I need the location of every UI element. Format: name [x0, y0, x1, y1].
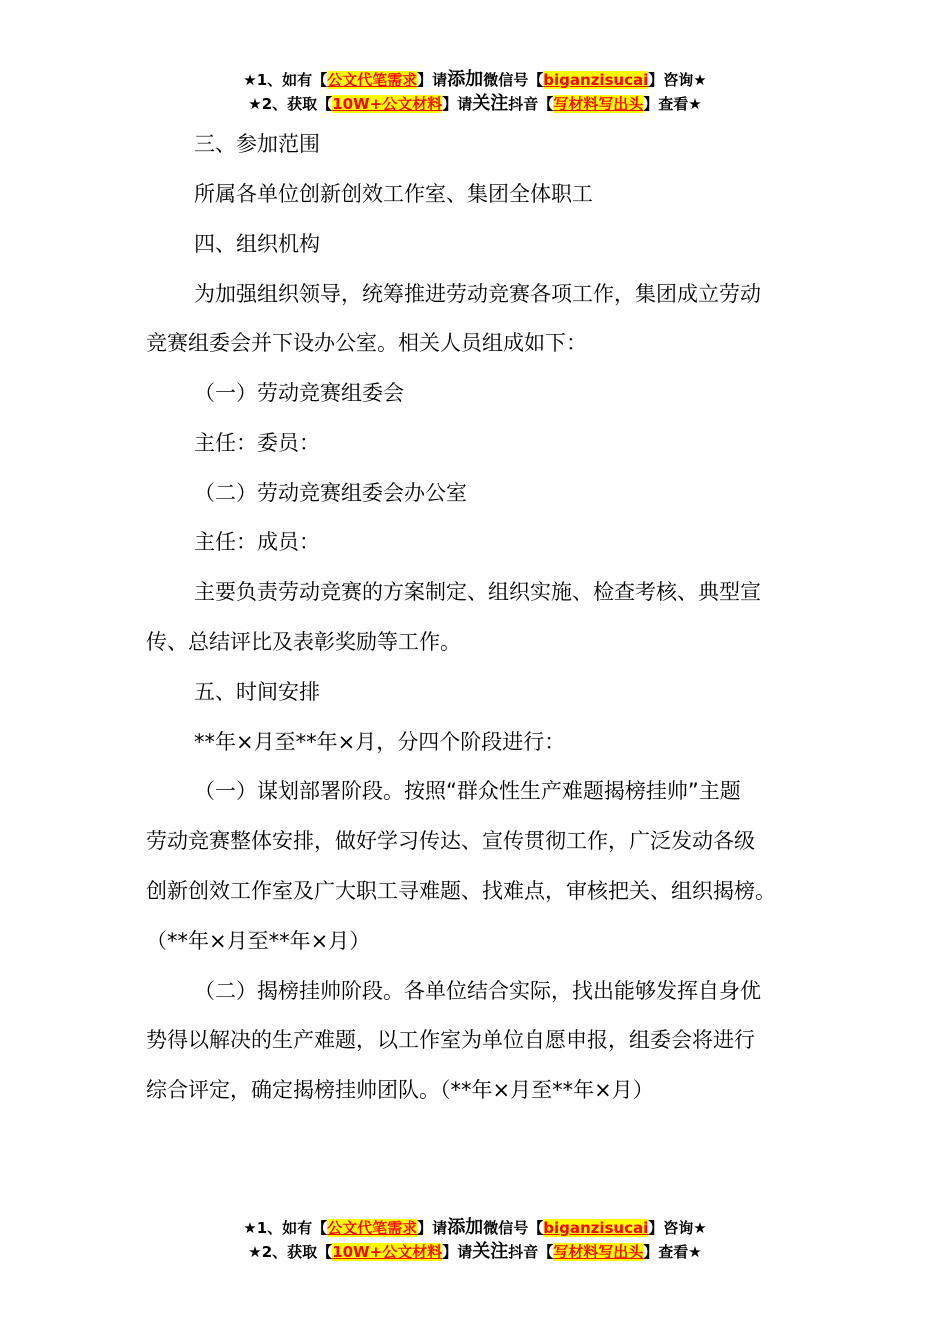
body-line: 主要负责劳动竞赛的方案制定、组织实施、检查考核、典型宣 — [194, 580, 761, 604]
section-heading-organization: 四、组织机构 — [194, 232, 320, 256]
body-line: （二）揭榜挂帅阶段。各单位结合实际，找出能够发挥自身优 — [194, 979, 761, 1003]
banner-line-2 — [0, 1240, 950, 1264]
banner-text: 】咨询★ — [648, 1219, 707, 1237]
body-line: 主任：委员： — [194, 431, 320, 455]
banner-text: 】请 — [417, 1219, 448, 1237]
banner-text: 抖音【 — [508, 1243, 554, 1261]
banner-line-1 — [0, 68, 950, 92]
banner-text: 】咨询★ — [648, 71, 707, 89]
banner-text: ★1、如有【 — [243, 1219, 328, 1237]
banner-highlight: biganzisucai — [543, 71, 649, 89]
body-line: 为加强组织领导，统筹推进劳动竞赛各项工作，集团成立劳动 — [194, 282, 761, 306]
body-line: 势得以解决的生产难题，以工作室为单位自愿申报，组委会将进行 — [146, 1028, 755, 1052]
body-line: 主任：成员： — [194, 530, 320, 554]
banner-highlight: 10W+公文材料 — [332, 1243, 443, 1261]
body-line: 所属各单位创新创效工作室、集团全体职工 — [194, 182, 593, 206]
body-line: 竞赛组委会并下设办公室。相关人员组成如下： — [146, 331, 587, 355]
section-heading-scope: 三、参加范围 — [194, 132, 320, 156]
banner-emphasis: 添加 — [447, 1217, 484, 1238]
banner-text: ★1、如有【 — [243, 71, 328, 89]
body-line: **年×月至**年×月，分四个阶段进行： — [194, 730, 566, 754]
subheading-committee: （一）劳动竞赛组委会 — [194, 381, 404, 405]
banner-highlight: 写材料写出头 — [553, 95, 644, 113]
banner-highlight: 公文代笔需求 — [327, 71, 418, 89]
body-line: （**年×月至**年×月） — [146, 929, 371, 953]
banner-text: 】请 — [442, 1243, 473, 1261]
banner-highlight: 公文代笔需求 — [327, 1219, 418, 1237]
banner-text: 抖音【 — [508, 95, 554, 113]
body-line: （一）谋划部署阶段。按照“群众性生产难题揭榜挂帅”主题 — [194, 779, 741, 803]
footer-banner — [0, 1216, 950, 1264]
section-heading-schedule: 五、时间安排 — [194, 680, 320, 704]
body-line: 创新创效工作室及广大职工寻难题、找难点，审核把关、组织揭榜。 — [146, 879, 776, 903]
banner-emphasis: 添加 — [447, 69, 484, 90]
banner-emphasis: 关注 — [472, 93, 509, 114]
banner-emphasis: 关注 — [472, 1241, 509, 1262]
banner-text: 】查看★ — [643, 1243, 702, 1261]
banner-line-2 — [0, 92, 950, 116]
body-line: 综合评定，确定揭榜挂帅团队。（**年×月至**年×月） — [146, 1078, 654, 1102]
banner-highlight: 10W+公文材料 — [332, 95, 443, 113]
banner-text: 微信号【 — [483, 1219, 544, 1237]
banner-highlight: biganzisucai — [543, 1219, 649, 1237]
banner-text: 】查看★ — [643, 95, 702, 113]
banner-text: ★2、获取【 — [248, 1243, 333, 1261]
banner-line-1 — [0, 1216, 950, 1240]
banner-text: ★2、获取【 — [248, 95, 333, 113]
banner-text: 】请 — [442, 95, 473, 113]
banner-text: 】请 — [417, 71, 448, 89]
subheading-office: （二）劳动竞赛组委会办公室 — [194, 481, 467, 505]
header-banner — [0, 68, 950, 116]
banner-highlight: 写材料写出头 — [553, 1243, 644, 1261]
banner-text: 微信号【 — [483, 71, 544, 89]
body-line: 劳动竞赛整体安排，做好学习传达、宣传贯彻工作，广泛发动各级 — [146, 829, 755, 853]
body-line: 传、总结评比及表彰奖励等工作。 — [146, 630, 461, 654]
